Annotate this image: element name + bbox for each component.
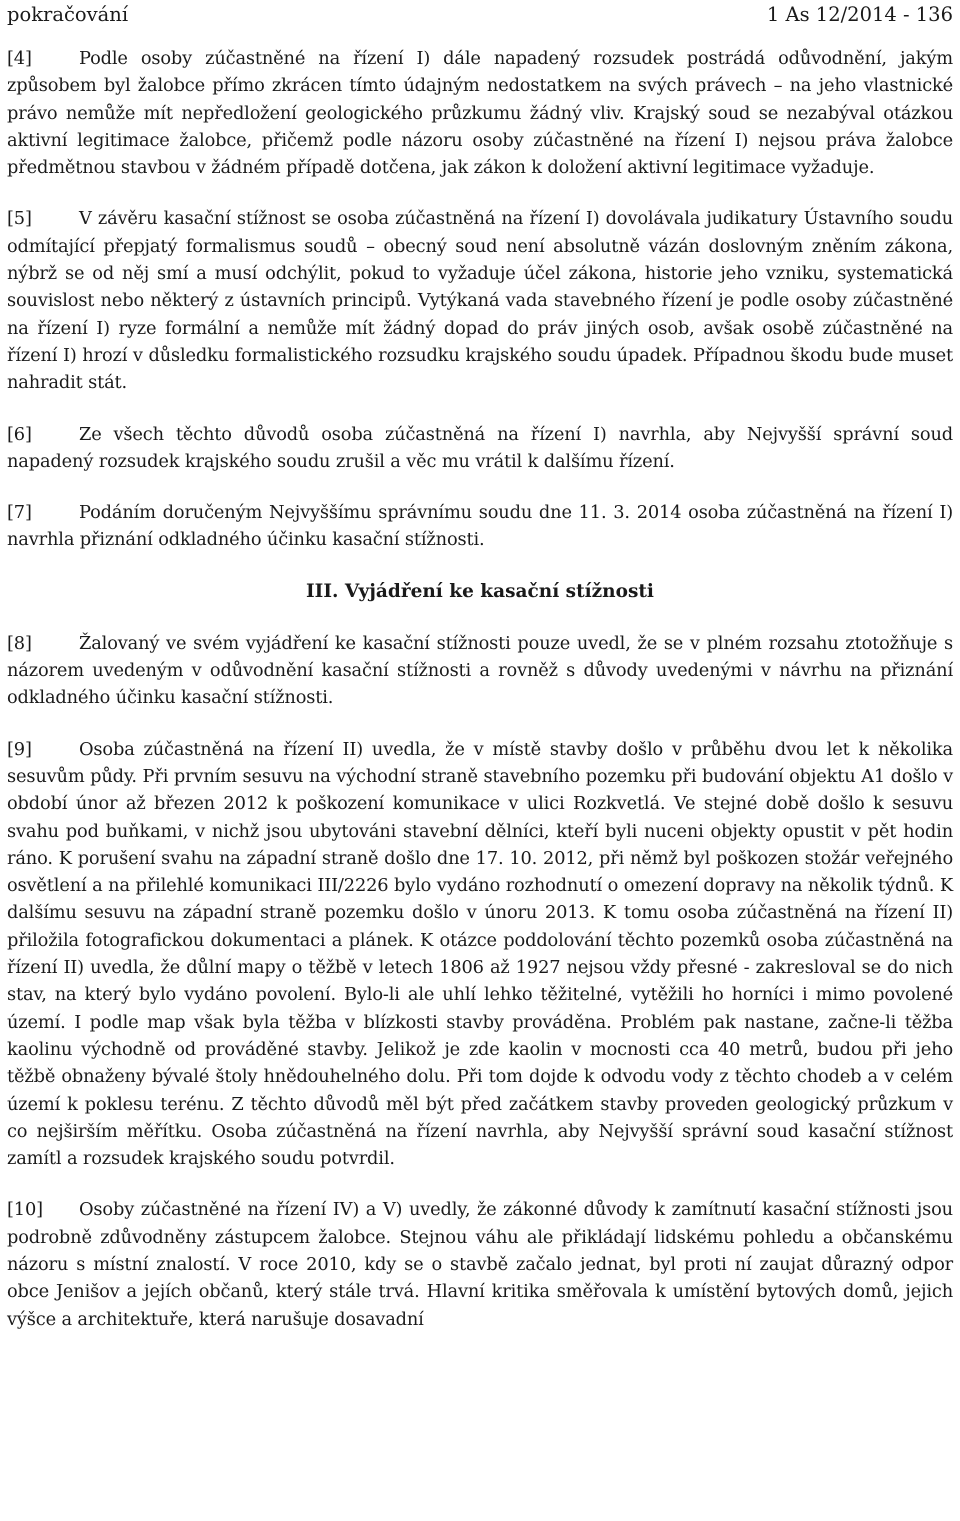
paragraph-number: [6] xyxy=(7,423,32,445)
paragraph-10 xyxy=(7,1196,953,1332)
paragraph-6 xyxy=(7,421,953,476)
paragraph-text: V závěru kasační stížnost se osoba zúčastněná na řízení I) dovolávala judikatury Ústavního soudu odmítající přepjatý formalismus soudů – obecný soud není absolutně vázán doslovným zněním zákona, nýbrž se od něj smí a musí odchýlit, pokud to vyžaduje účel zákona, historie jeho vzniku, systematická souvislost nebo některý z ústavních principů. Vytýkaná vada stavebného řízení je podle osoby zúčastněné na řízení I) ryze formální a nemůže mít žádný dopad do práv jiných osob, avšak osobě zúčastněné na řízení I) hrozí v důsledku formalistického rozsudku krajského soudu úpadek. Případnou škodu bude muset nahradit stát. xyxy=(7,208,953,394)
paragraph-text: Žalovaný ve svém vyjádření ke kasační stížnosti pouze uvedl, že se v plném rozsahu ztotožňuje s názorem uvedeným v odůvodnění kasační stížnosti a rovněž s důvody uvedenými v návrhu na přiznání odkladného účinku kasační stížnosti. xyxy=(7,632,953,709)
continuation-label: pokračování xyxy=(7,3,129,26)
paragraph-number: [5] xyxy=(7,208,32,230)
paragraph-text: Ze všech těchto důvodů osoba zúčastněná na řízení I) navrhla, aby Nejvyšší správní soud napadený rozsudek krajského soudu zrušil a věc mu vrátil k dalšímu řízení. xyxy=(7,423,953,472)
section-heading: III. Vyjádření ke kasační stížnosti xyxy=(306,580,654,602)
paragraph-9 xyxy=(7,736,953,1173)
paragraph-number: [9] xyxy=(7,738,32,760)
paragraph-text: Podáním doručeným Nejvyššímu správnímu soudu dne 11. 3. 2014 osoba zúčastněná na řízení I) navrhla přiznání odkladného účinku kasační stížnosti. xyxy=(7,502,953,551)
paragraph-5 xyxy=(7,205,953,396)
paragraph-text: Osoba zúčastněná na řízení II) uvedla, že v místě stavby došlo v průběhu dvou let k několika sesuvům půdy. Při prvním sesuvu na východní straně stavebního pozemku při budování objektu A1 došlo v období únor až březen 2012 k poškození komunikace v ulici Rozkvetlá. Ve stejné době došlo k sesuvu svahu pod buňkami, v nichž jsou ubytováni stavební dělníci, kteří byli nuceni objekty opustit v pět hodin ráno. K porušení svahu na západní straně došlo dne 17. 10. 2012, při němž byl poškozen stožár veřejného osvětlení a na přilehlé komunikaci III/2226 bylo vydáno rozhodnutí o omezení dopravy na několik týdnů. K dalšímu sesuvu na západní straně pozemku došlo v únoru 2013. K tomu osoba zúčastněná na řízení II) přiložila fotografickou dokumentaci a plánek. K otázce poddolování těchto pozemků osoba zúčastněná na řízení II) uvedla, že důlní mapy o těžbě v letech 1806 až 1927 nejsou vždy přesné - zakresloval se do nich stav, na který bylo vydáno povolení. Bylo-li ale uhlí lehko těžitelné, vytěžili ho horníci i mimo povolené území. I podle map však byla těžba v blízkosti stavby prováděna. Problém pak nastane, začne-li těžba kaolinu východně od prováděné stavby. Jelikož je zde kaolin v mocnosti cca 40 metrů, budou při jeho těžbě obnaženy bývalé štoly hnědouhelného dolu. Při tom dojde k odvodu vody z těchto chodeb a v celém území k poklesu terénu. Z těchto důvodů měl být před začátkem stavby proveden geologický průzkum v co nejširším měřítku. Osoba zúčastněná na řízení navrhla, aby Nejvyšší správní soud kasační stížnost zamítl a rozsudek krajského soudu potvrdil. xyxy=(7,738,953,1170)
case-number: 1 As 12/2014 - 136 xyxy=(766,3,953,26)
paragraph-number: [10] xyxy=(7,1199,43,1221)
paragraph-8 xyxy=(7,630,953,712)
paragraph-text: Osoby zúčastněné na řízení IV) a V) uvedly, že zákonné důvody k zamítnutí kasační stížnosti jsou podrobně zdůvodněny zástupcem žalobce. Stejnou váhu ale přikládají lidskému pohledu a občanskému názoru s místní znalostí. V roce 2010, kdy se o stavbě začalo jednat, byl proti ní zaujat důrazný odpor obce Jenišov a jejích občanů, který stále trvá. Hlavní kritika směřovala k umístění bytových domů, jejich výšce a architektuře, která narušuje dosavadní xyxy=(7,1199,953,1330)
page-header xyxy=(7,0,953,30)
paragraph-7 xyxy=(7,499,953,554)
paragraph-number: [8] xyxy=(7,632,32,654)
paragraph-4 xyxy=(7,45,953,181)
paragraph-text: Podle osoby zúčastněné na řízení I) dále napadený rozsudek postrádá odůvodnění, jakým způsobem byl žalobce přímo zkrácen tímto údajným nedostatkem na svých právech – na jeho vlastnické právo nemůže mít nepředložení geologického průzkumu žádný vliv. Krajský soud se nezabýval otázkou aktivní legitimace žalobce, přičemž podle názoru osoby zúčastněné na řízení I) nejsou práva žalobce předmětnou stavbou v žádném případě dotčena, jak zákon k doložení aktivní legitimace vyžaduje. xyxy=(7,48,953,179)
document-body xyxy=(7,45,953,1333)
paragraph-number: [7] xyxy=(7,502,32,524)
paragraph-number: [4] xyxy=(7,48,32,69)
